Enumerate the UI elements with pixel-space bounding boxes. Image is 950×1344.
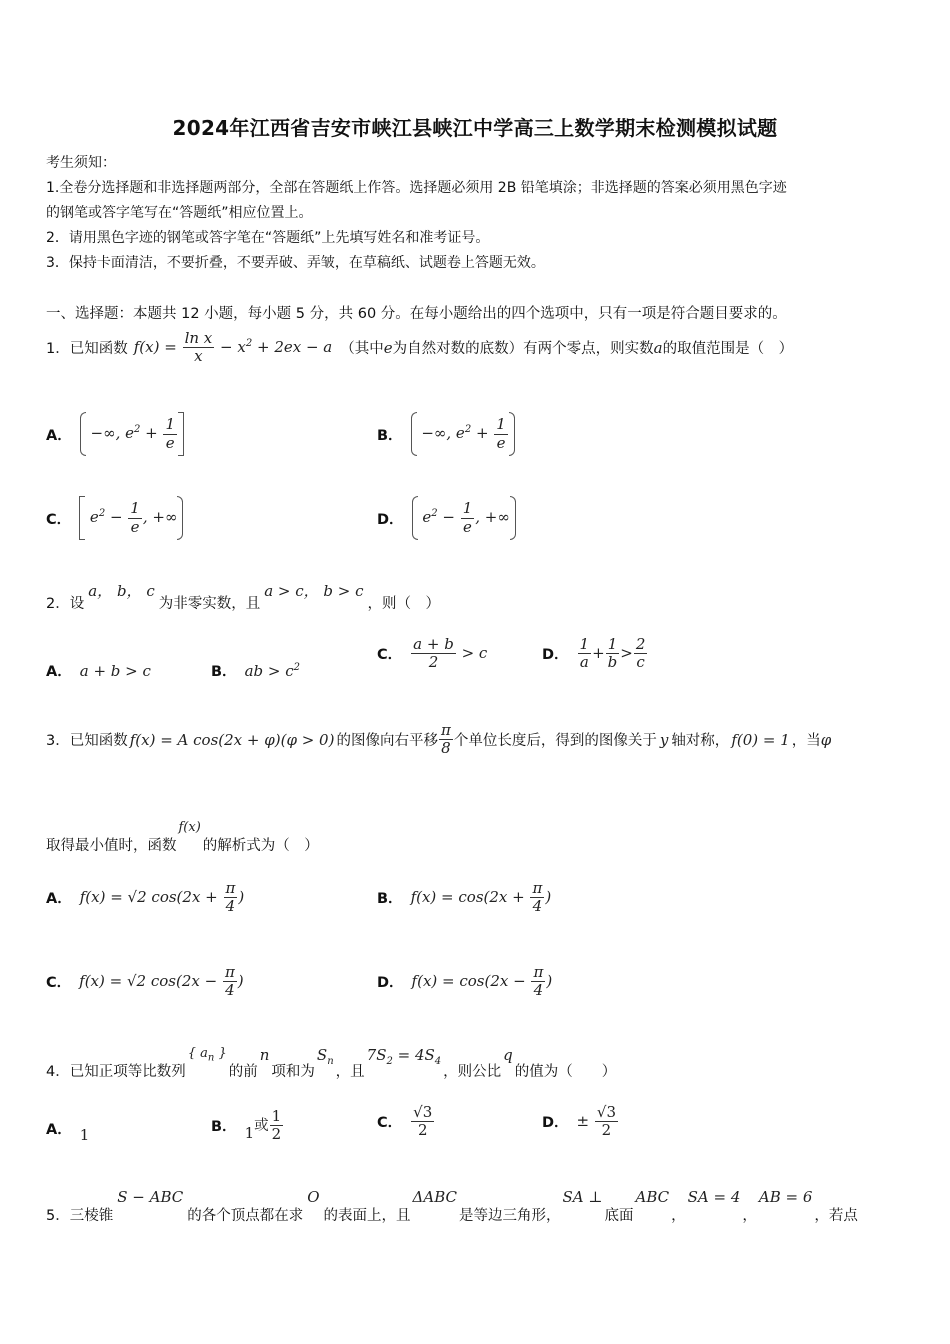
question-1: 1．已知函数 f(x) = $\frac{\text{ln x}}{x}$ − $x^2 + 2ex - a$ （其中 e 为自然对数的底数）有两个零点，则实数 a 的取值范围是（ ）: [46, 329, 794, 366]
q5-suffix: ，若点: [814, 1208, 858, 1224]
q3-mid: 的图像向右平移: [336, 733, 438, 750]
q4-suffix-2: 的值为（ ）: [514, 1064, 617, 1080]
q3-line-2b: 的解析式为（ ）: [202, 838, 319, 854]
notice-line-1b: 的钢笔或答字笔写在“答题纸”相应位置上。: [46, 205, 313, 221]
q4-mid: 的前: [228, 1064, 258, 1080]
q2-option-c[interactable]: C． $\frac{a + b}{2}$ > c: [377, 635, 488, 672]
q2-suffix: ，则（ ）: [367, 596, 441, 612]
q5-mid-4: 底面: [604, 1208, 634, 1224]
q5-mid-3: 是等边三角形，: [459, 1208, 561, 1224]
q4-option-d[interactable]: D． ± $\frac{√3}{2}$: [542, 1103, 616, 1140]
q1-option-d[interactable]: D． $e^2$ − $\frac{1}{e}$ , +∞: [377, 496, 516, 540]
q4-mid-2: 项和为: [271, 1064, 315, 1080]
section-heading: 一、选择题：本题共 12 小题，每小题 5 分，共 60 分。在每小题给出的四个选项中，只有一项是符合题目要求的。: [46, 306, 787, 322]
notice-line-3: 3．保持卡面清洁，不要折叠，不要弄破、弄皱，在草稿纸、试题卷上答题无效。: [46, 255, 545, 271]
q5-mid: 的各个顶点都在求: [187, 1208, 304, 1224]
q3-option-b[interactable]: B． f(x) = cos(2x + $\frac{\pi}{4}$ ): [377, 879, 552, 916]
q2-mid: 为非零实数，且: [158, 596, 261, 612]
q1-option-c[interactable]: C． $e^2$ − $\frac{1}{e}$ , +∞: [46, 496, 183, 540]
q3-option-a[interactable]: A． f(x) = √2 cos(2x + $\frac{\pi}{4}$ ): [46, 879, 245, 916]
q3-mid-3: 轴对称，: [671, 733, 730, 750]
notice-line-1a: 1.全卷分选择题和非选择题两部分，全部在答题纸上作答。选择题必须用 2B 铅笔填涂；非选择题的答案必须用黑色字迹: [46, 180, 787, 196]
q5-mid-2: 的表面上，且: [323, 1208, 411, 1224]
q4-option-a[interactable]: A． 1: [46, 1121, 90, 1144]
q2-prefix: 2．设: [46, 596, 85, 612]
q3-mid-4: ，当: [791, 733, 821, 750]
q1-suffix-2: 为自然对数的底数）有两个零点，则实数: [392, 341, 654, 358]
q3-option-d[interactable]: D． f(x) = cos(2x − $\frac{\pi}{4}$ ): [377, 963, 553, 1000]
q3-mid-2: 个单位长度后，得到的图像关于: [453, 733, 657, 750]
q1-prefix: 1．已知函数: [46, 341, 128, 358]
q5-prefix: 5．三棱锥: [46, 1208, 114, 1224]
q1-suffix: （其中: [340, 341, 384, 358]
question-5: 5．三棱锥 S − ABC 的各个顶点都在求 O 的表面上，且 ΔABC 是等边三角形， SA ⊥ 底面 ABC ， SA = 4 ， AB = 6 ，若点: [46, 1188, 858, 1224]
q4-option-b[interactable]: B． 1或 $\frac{1}{2}$: [211, 1107, 282, 1144]
q2-option-d[interactable]: D． $\frac{1}{a}$ + $\frac{1}{b}$ > $\frac{2}{c}$: [542, 635, 646, 672]
q2-option-b[interactable]: B． ab > $c^2$: [211, 661, 300, 680]
q3-line-2a: 取得最小值时，函数: [46, 838, 177, 854]
q2-option-a[interactable]: A． a + b > c: [46, 661, 151, 680]
q4-prefix: 4．已知正项等比数列: [46, 1064, 186, 1080]
q1-function: f(x) = $\frac{\text{ln x}}{x}$ − $x^2 + 2ex - a$: [133, 329, 333, 366]
q1-option-a[interactable]: A． −∞, $e^2$ + $\frac{1}{e}$: [46, 412, 184, 456]
q4-mid-3: ，且: [335, 1064, 365, 1080]
q4-option-c[interactable]: C． $\frac{√3}{2}$: [377, 1103, 433, 1140]
question-2: 2．设 a， b， c 为非零实数，且 a > c， b > c ，则（ ）: [46, 582, 441, 612]
q4-suffix: ，则公比: [443, 1064, 502, 1080]
question-4: 4．已知正项等比数列 { $a_n$ } 的前 n 项和为 $S_n$ ，且 $7S_2 = 4S_4$ ，则公比 q 的值为（ ）: [46, 1046, 617, 1080]
q3-prefix: 3．已知函数: [46, 733, 128, 750]
q1-suffix-3: 的取值范围是（ ）: [662, 341, 794, 358]
page-title: 2024年江西省吉安市峡江县峡江中学高三上数学期末检测模拟试题: [172, 116, 778, 140]
notice-heading: 考生须知：: [46, 155, 116, 171]
q1-option-b[interactable]: B． −∞, $e^2$ + $\frac{1}{e}$: [377, 412, 515, 456]
question-3-line-2: 取得最小值时，函数 f(x) 的解析式为（ ）: [46, 820, 319, 854]
q3-option-c[interactable]: C． f(x) = √2 cos(2x − $\frac{\pi}{4}$ ): [46, 963, 244, 1000]
question-3: 3．已知函数 f(x) = A cos(2x + φ)(φ > 0) 的图像向右平移 $\frac{\pi}{8}$ 个单位长度后，得到的图像关于 y 轴对称， f(0) = 1 ，当 φ: [46, 721, 832, 758]
notice-line-2: 2．请用黑色字迹的钢笔或答字笔在“答题纸”上先填写姓名和准考证号。: [46, 230, 490, 246]
